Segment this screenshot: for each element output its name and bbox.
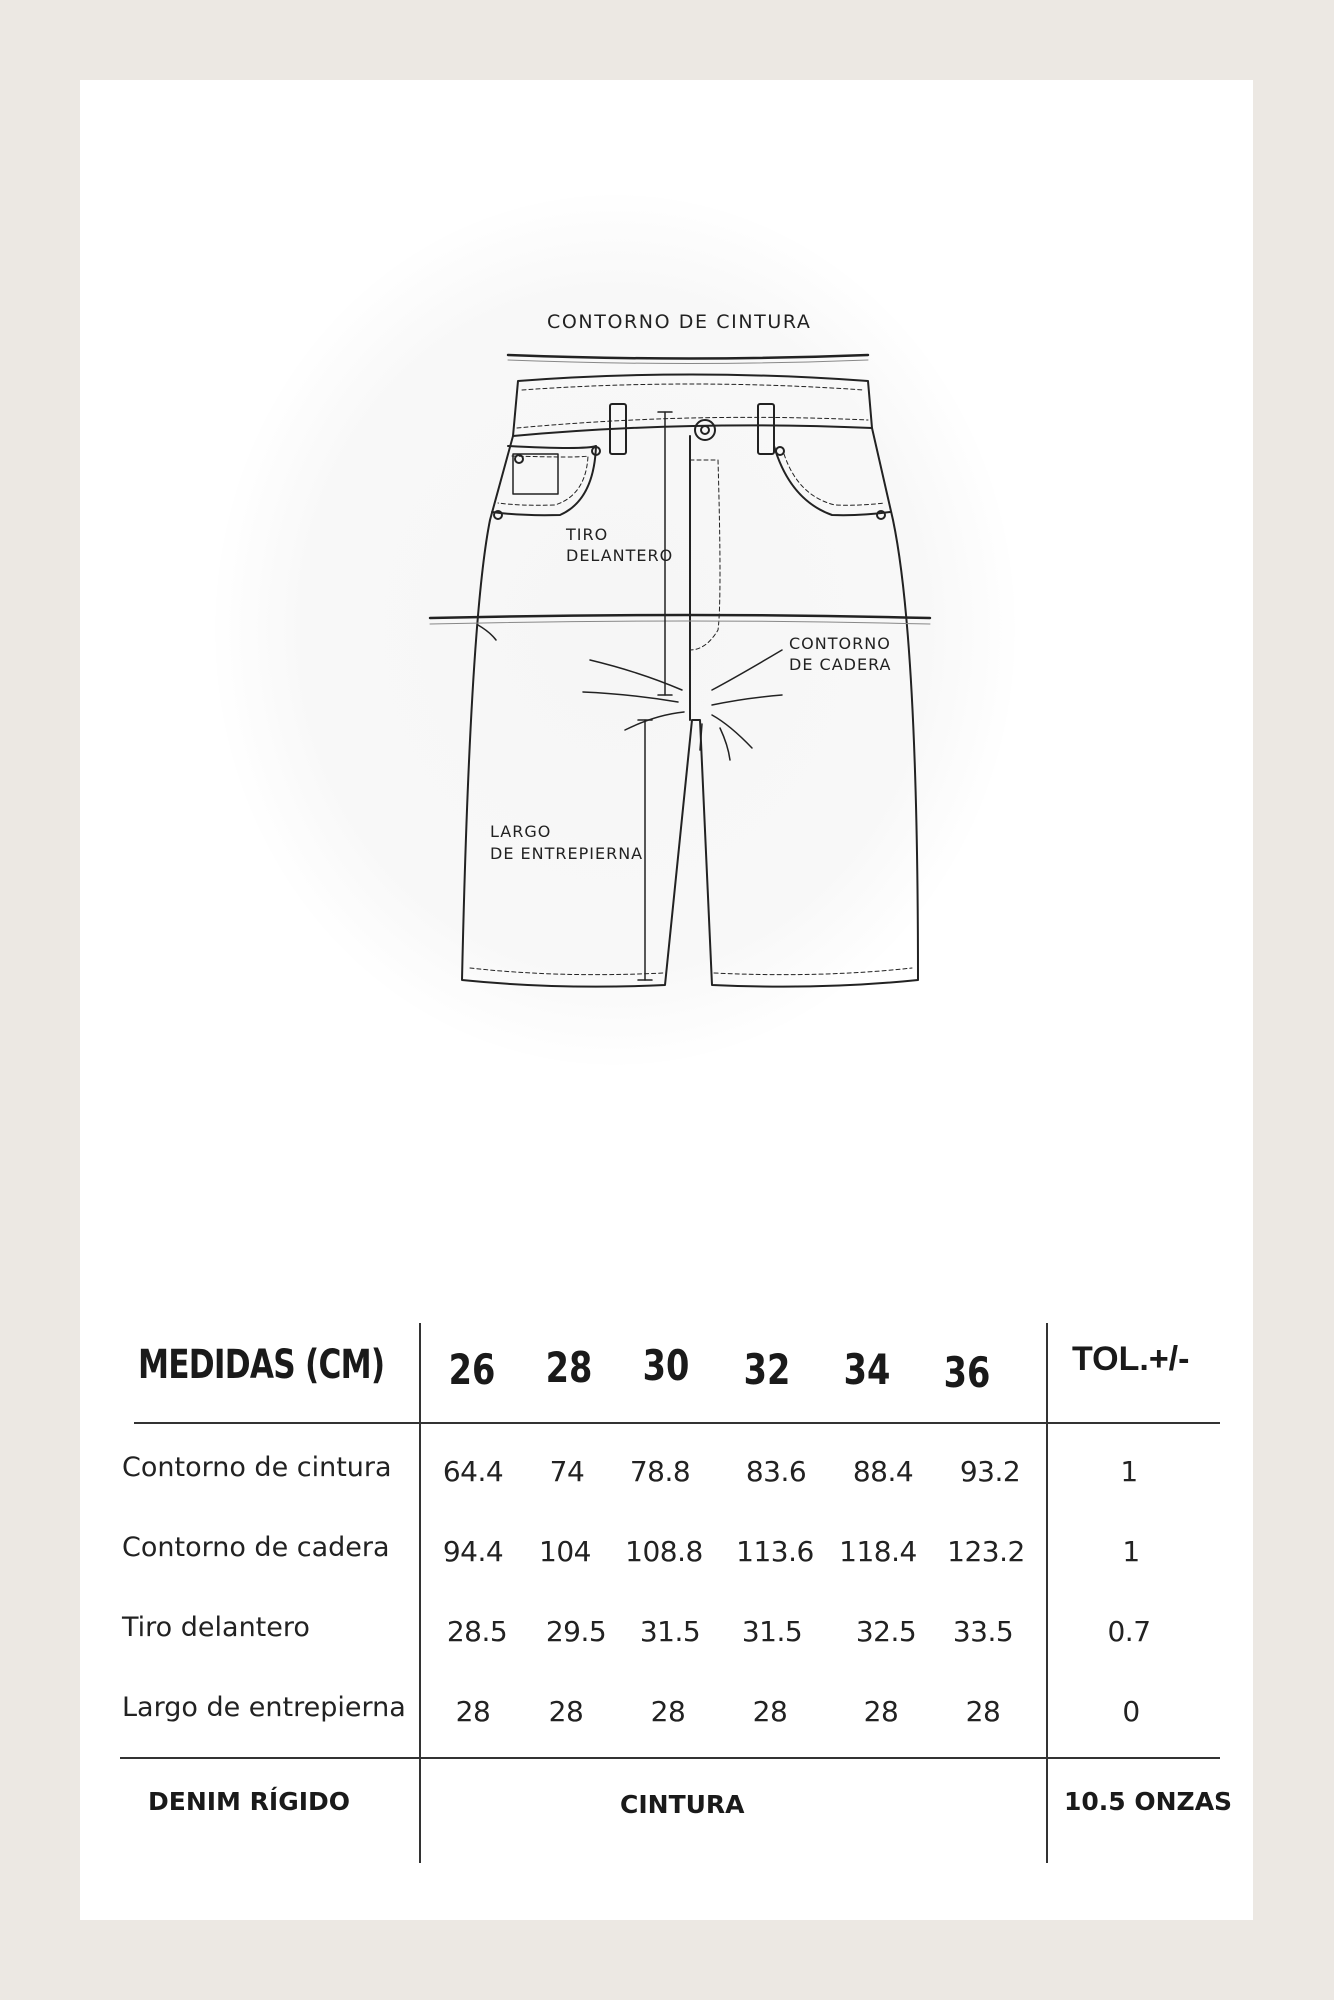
table-cell: 31.5 (741, 1615, 803, 1648)
row-label: Largo de entrepierna (122, 1692, 406, 1723)
size-header: 36 (943, 1348, 991, 1397)
fit-label: CINTURA (620, 1790, 745, 1819)
table-cell: 33.5 (952, 1615, 1014, 1648)
tolerance-cell: 0.7 (1107, 1615, 1151, 1648)
table-cell: 29.5 (545, 1615, 607, 1648)
table-cell: 94.4 (442, 1535, 504, 1568)
table-cell: 64.4 (442, 1455, 504, 1488)
fabric-label: DENIM RÍGIDO (148, 1787, 351, 1816)
size-header: 32 (743, 1345, 791, 1394)
right-pocket (774, 446, 890, 515)
hip-label-line1: CONTORNO (789, 634, 891, 653)
rise-label-line1: TIRO (566, 525, 609, 544)
tolerance-cell: 1 (1122, 1535, 1140, 1568)
table-cell: 28.5 (446, 1615, 508, 1648)
size-header: 26 (448, 1345, 496, 1394)
table-cell: 83.6 (745, 1455, 807, 1488)
table-cell: 31.5 (639, 1615, 701, 1648)
size-header: 34 (843, 1345, 891, 1394)
table-cell: 113.6 (736, 1535, 814, 1568)
row-label: Contorno de cintura (122, 1452, 392, 1483)
inseam-label-line2: DE ENTREPIERNA (490, 844, 644, 863)
size-header: 28 (545, 1343, 593, 1392)
hip-label-line2: DE CADERA (789, 655, 892, 674)
table-cell: 104 (539, 1535, 591, 1568)
hip-measure-line (430, 615, 930, 618)
table-cell: 28 (863, 1695, 899, 1728)
divider-vertical-left (419, 1323, 421, 1863)
table-title: MEDIDAS (CM) (138, 1342, 385, 1388)
table-cell: 108.8 (625, 1535, 703, 1568)
divider-vertical-right (1046, 1323, 1048, 1863)
waist-measure-line (508, 355, 868, 359)
table-cell: 123.2 (947, 1535, 1025, 1568)
table-cell: 118.4 (839, 1535, 917, 1568)
size-header: 30 (642, 1341, 690, 1390)
table-cell: 28 (548, 1695, 584, 1728)
rise-label-line2: DELANTERO (566, 546, 674, 565)
inseam-label-line1: LARGO (490, 822, 552, 841)
table-cell: 28 (650, 1695, 686, 1728)
weight-label: 10.5 ONZAS (1064, 1787, 1233, 1816)
table-cell: 28 (965, 1695, 1001, 1728)
table-cell: 88.4 (852, 1455, 914, 1488)
tolerance-cell: 1 (1120, 1455, 1138, 1488)
divider-header (134, 1422, 1220, 1424)
table-cell: 74 (549, 1455, 585, 1488)
row-label: Contorno de cadera (122, 1532, 390, 1563)
table-cell: 78.8 (629, 1455, 691, 1488)
table-cell: 28 (455, 1695, 491, 1728)
waist-label: CONTORNO DE CINTURA (547, 311, 812, 333)
table-cell: 28 (752, 1695, 788, 1728)
tolerance-cell: 0 (1122, 1695, 1140, 1728)
divider-footer (120, 1757, 1220, 1759)
button (695, 420, 715, 440)
table-cell: 32.5 (855, 1615, 917, 1648)
row-label: Tiro delantero (122, 1612, 310, 1643)
table-cell: 93.2 (959, 1455, 1021, 1488)
tolerance-header: TOL.+/- (1072, 1340, 1190, 1378)
